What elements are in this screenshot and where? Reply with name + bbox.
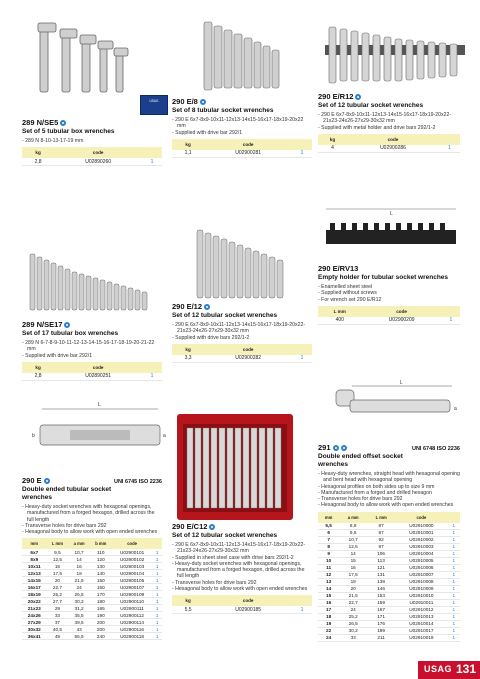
table-row: 7 10,7 92 U02910002 1 — [318, 536, 460, 543]
spec-table: kg code 4 U02900286 1 — [318, 134, 460, 153]
product-desc: - Supplied with drive bars 292/1-2 — [172, 335, 312, 341]
info-icon[interactable] — [341, 445, 347, 451]
product-desc: - 289 N 6-7-8-9-10-11-12-13-14-15-16-17-18-19-20-21-22 mm — [22, 340, 162, 353]
spec-table — [318, 512, 460, 642]
info-icon[interactable] — [209, 524, 215, 530]
table-row: 11 16 121 U02910006 1 — [318, 564, 460, 571]
svg-text:a: a — [163, 433, 166, 439]
svg-text:L: L — [390, 211, 393, 217]
holder-image — [322, 205, 462, 255]
spec-table — [22, 538, 162, 640]
product-290erv13 — [318, 264, 460, 325]
socket-wrench-drawing — [30, 395, 170, 465]
offset-wrench-drawing — [322, 380, 462, 440]
col-header: b mm — [90, 538, 112, 549]
table-row: 12 17,5 131 U02910007 1 — [318, 571, 460, 578]
product-code: 290 E/12 — [172, 302, 203, 311]
product-289nse17 — [22, 320, 162, 381]
product-desc: - For wrench set 290 E/R12 — [318, 297, 460, 303]
table-row: 5,5 8,8 87 U02910000 1 — [318, 523, 460, 530]
standard-label: UNI 6748 ISO 2236 — [411, 446, 460, 452]
table-row: 5,5 U02900185 1 — [172, 606, 312, 614]
table-row: 27x29 37 39,5 200 U02900114 1 — [22, 619, 162, 626]
page-number: 131 — [455, 662, 476, 676]
table-row: 24 33 211 U02910019 1 — [318, 634, 460, 641]
product-289nse5 — [22, 118, 162, 166]
product-code: 290 E/8 — [172, 97, 198, 106]
col-header — [142, 147, 162, 158]
table-row: 10x11 15 16 130 U02900103 1 — [22, 563, 162, 570]
product-code: 290 E/C12 — [172, 522, 208, 531]
product-code: 290 E — [22, 476, 42, 485]
table-row: 12x13 17,5 19 140 U02900104 1 — [22, 570, 162, 577]
table-row: 10 15 113 U02910005 1 — [318, 557, 460, 564]
table-row: 8 12,5 97 U02910003 1 — [318, 543, 460, 550]
col-header — [152, 538, 162, 549]
product-code: 291 — [318, 443, 331, 452]
table-row: 20x22 27,7 30,2 180 U02900110 1 — [22, 598, 162, 605]
product-290ec12: 290 E/C12 Set of 12 tubular socket wrenches - 290 E 6x7-8x9-10x11-12x13-14x15-16x17-18x19-20x22-21x23-24x26-27x29-30x32 mm - Supplied in sheet steel case with drive bars 292/1-2 - Heavy-duty socket wrenches with hexagonal openings, manufactured from a forged hexagon, drilled across the full length - Transverse holes for drive bars 292 - Hexagonal body to allow work with open ended wrenches kg code 5,5 U02900185 1 — [172, 522, 312, 614]
table-row: 2,8 U02890251 1 — [22, 373, 162, 381]
product-290e12 — [172, 302, 312, 363]
info-icon[interactable] — [333, 445, 339, 451]
product-290e: 290 E UNI 6745 ISO 2236 Double ended tubular socket wrenches - Heavy-duty socket wrenches with hexagonal openings, manufactured from a forged hexagon, drilled across the full length - Transverse holes for drive bars 292 - Hexagonal body to allow work with open ended wrenches mm L mm a mm b mm code 6x7 9,5 10,7 110 U02900101 1 8x9 12,5 14 120 U02900102 1 10x11 15 16 130 U02900103 1 12x13 17,5 19 140 U02900104 1 14x15 20 21,5 150 U02900105 1 16x17 22,7 24 160 U02900107 1 18x19 25,2 26,5 170 U02900109 1 20x22 27,7 30,2 180 U02900110 1 21x23 29 31,2 185 U02900111 1 24x26 33 35,5 190 U02900112 1 27x29 37 39,5 200 U02900114 1 30x32 40,5 43 200 U02900116 1 36x41 49 55,5 240 U02900118 1 — [22, 476, 162, 640]
product-code: 289 N/SE5 — [22, 118, 59, 127]
wrench-set-image — [195, 228, 290, 300]
table-row: 18 25,2 171 U02910013 1 — [318, 613, 460, 620]
table-row: 13 19 138 U02910008 1 — [318, 578, 460, 585]
table-row: 14x15 20 21,5 150 U02900105 1 — [22, 577, 162, 584]
spec-table — [22, 147, 162, 166]
wrench-case-image — [175, 412, 295, 522]
product-title: Double ended offset socket wrenches — [318, 453, 403, 468]
table-row: 16 22,7 159 U02910011 1 — [318, 599, 460, 606]
table-row: 17 24 167 U02910012 1 — [318, 606, 460, 613]
table-row: 14 20 146 U02910009 1 — [318, 585, 460, 592]
svg-text:L: L — [98, 402, 101, 408]
col-header: code — [395, 512, 448, 523]
col-header: mm — [22, 538, 47, 549]
product-code: 290 E/RV13 — [318, 264, 359, 273]
col-header: code — [112, 538, 153, 549]
product-291: 291 UNI 6748 ISO 2236 Double ended offset socket wrenches - Heavy-duty wrenches, straight head with hexagonal opening and bent head with hexagonal opening - Hexagonal profiles on both sides up to size 9 mm - Manufactured from a forged and drilled hexagon - Transverse holes for drive bars 292 - Hexagonal body to allow work with open ended wrenches mm a mm L mm code 5,5 8,8 87 U02910000 1 6 9,5 87 U02910001 1 7 10,7 92 U02910002 1 8 12,5 97 U02910003 1 9 14 106 U02910004 1 10 15 113 U02910005 1 11 16 121 U02910006 1 12 17,5 131 U02910007 1 13 19 138 U02910008 1 14 20 146 U02910009 1 15 21,5 153 U02910010 1 16 22,7 159 U02910011 1 17 24 167 U02910012 1 18 25,2 171 U02910013 1 19 26,5 176 U02910014 1 22 30,2 199 U02910017 1 24 33 211 U02910019 1 — [318, 443, 460, 642]
table-row: 400 U02900209 1 — [318, 317, 460, 325]
col-header: a mm — [339, 512, 367, 523]
spec-table: kg code 1,1 U02900281 1 — [172, 139, 312, 158]
product-desc: - Supplied with drive bar 292/1 — [22, 353, 162, 359]
svg-text:L: L — [400, 380, 403, 386]
info-icon[interactable] — [355, 94, 361, 100]
table-row: 6x7 9,5 10,7 110 U02900101 1 — [22, 549, 162, 556]
page-footer — [418, 661, 480, 679]
table-row: 15 21,5 153 U02910010 1 — [318, 592, 460, 599]
table-row: 21x23 29 31,2 185 U02900111 1 — [22, 605, 162, 612]
info-icon[interactable] — [64, 322, 70, 328]
table-row: 36x41 49 55,5 240 U02900118 1 — [22, 633, 162, 640]
product-title: Set of 12 tubular socket wrenches — [172, 312, 278, 319]
product-desc: - 289 N 8-10-13-17-19 mm — [22, 138, 162, 144]
product-290e8 — [172, 97, 312, 158]
table-row: 6 9,5 87 U02910001 1 — [318, 529, 460, 536]
table-row: 3,3 U02900282 1 — [172, 355, 312, 363]
col-header: L mm — [47, 538, 69, 549]
table-row: 22 30,2 199 U02910017 1 — [318, 627, 460, 634]
product-title: Set of 12 tubular socket wrenches — [318, 102, 424, 109]
spec-table: L mm code 400 U02900209 1 — [318, 306, 460, 325]
col-header: mm — [318, 512, 339, 523]
packaging-icon: USAG — [140, 95, 168, 115]
col-header — [448, 512, 460, 523]
product-title: Set of 12 tubular socket wrenches — [172, 532, 278, 539]
info-icon[interactable] — [44, 478, 50, 484]
product-title: Set of 5 tubular box wrenches — [22, 128, 115, 135]
table-row: 8x9 12,5 14 120 U02900102 1 — [22, 556, 162, 563]
product-desc: - Supplied without screws — [318, 290, 460, 296]
table-row: 16x17 22,7 24 160 U02900107 1 — [22, 584, 162, 591]
table-row: 4 U02900286 1 — [318, 145, 460, 153]
product-desc: - 290 E 6x7-8x9-10x11-12x13-14x15-16x17-18x19-20x22-21x23-24x26-27x29-30x32 mm — [172, 322, 312, 335]
table-row: 2,8 U02890260 1 — [22, 158, 162, 166]
product-desc: - Supplied with metal holder and drive bars 292/1-2 — [318, 125, 460, 131]
product-desc: - 290 E 6x7-8x9-10x11-12x13-14x15-16x17-18x19-20x22 mm — [172, 117, 312, 130]
table-row: 9 14 106 U02910004 1 — [318, 550, 460, 557]
col-header: code — [54, 147, 142, 158]
wrench-set-image — [28, 250, 158, 312]
wrench-rack-image — [325, 25, 465, 87]
col-header: L mm — [367, 512, 395, 523]
product-title: Set of 17 tubular box wrenches — [22, 330, 119, 337]
product-title: Double ended tubular socket wrenches — [22, 486, 112, 501]
wrench-set-image — [30, 18, 140, 108]
brand-logo: USAG — [424, 664, 453, 674]
product-desc: - Enamelled sheet steel — [318, 284, 460, 290]
spec-table: kg code 2,8 U02890251 1 — [22, 362, 162, 381]
standard-label: UNI 6745 ISO 2236 — [113, 479, 162, 485]
info-icon[interactable] — [60, 120, 66, 126]
product-title: Empty holder for tubular socket wrenches — [318, 274, 449, 281]
product-desc: - 290 E 6x7-8x9-10x11-12x13-14x15-16x17-18x19-20x22-21x23-24x26-27x29-30x32 mm — [318, 112, 460, 125]
svg-text:a: a — [454, 406, 457, 412]
wrench-set-image — [200, 20, 290, 92]
table-row: 18x19 25,2 26,5 170 U02900109 1 — [22, 591, 162, 598]
info-icon[interactable] — [204, 304, 210, 310]
product-title: Set of 8 tubular socket wrenches — [172, 107, 274, 114]
spec-table: kg code 5,5 U02900185 1 — [172, 595, 312, 614]
info-icon[interactable] — [200, 99, 206, 105]
product-code: 290 E/R12 — [318, 92, 354, 101]
spec-table: kg code 3,3 U02900282 1 — [172, 344, 312, 363]
table-row: 24x26 33 35,5 190 U02900112 1 — [22, 612, 162, 619]
svg-text:b: b — [32, 433, 35, 439]
table-row: 19 26,5 176 U02910014 1 — [318, 620, 460, 627]
product-290er12 — [318, 92, 460, 153]
table-row: 30x32 40,5 43 200 U02900116 1 — [22, 626, 162, 633]
product-desc: - Supplied with drive bar 292/1 — [172, 130, 312, 136]
col-header: kg — [22, 147, 54, 158]
product-code: 289 N/SE17 — [22, 320, 63, 329]
col-header: a mm — [68, 538, 90, 549]
table-row: 1,1 U02900281 1 — [172, 150, 312, 158]
